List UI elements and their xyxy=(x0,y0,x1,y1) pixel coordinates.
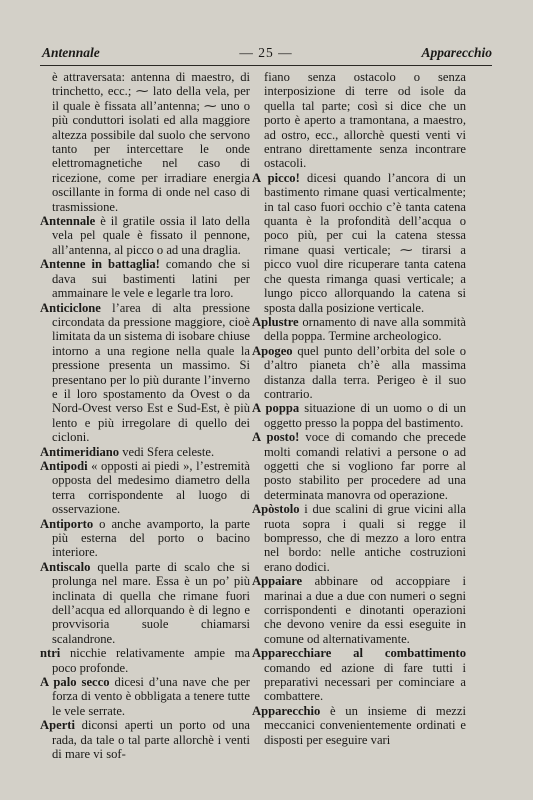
dictionary-entry: Anticiclone l’area di alta pressione circondata da pressione maggiore, cioè limitata da un sistema di isobare chiuse intorno a una regione nella quale la pressione presenta un massimo. Si presentano per lo più durante l’inverno e il loro spostamento da Ovest o da Nord-Ovest verso Est e Sud-Est, è più lento e più irregolare di quello dei cicloni. xyxy=(40,300,250,445)
dictionary-entry: Apòstolo i due scalini di grue vicini alla ruota sopra i quali si regge il bompresso, che di mezzo a loro entra nel bordo: nelle antiche costruzioni erano dodici. xyxy=(252,502,466,574)
dictionary-entry: Antenne in battaglia! comando che si dava sui bastimenti latini per ammainare le vele e legarle tra loro. xyxy=(40,257,250,301)
dictionary-entry: A picco! dicesi quando l’ancora di un bastimento rimane quasi verticalmente; in tal caso fuori occhio c’è tanta catena quanta è la profondità dell’acqua o poco più, per cui la catena stessa rimane quasi verticale; ⁓ tirarsi a picco vuol dire ricuperare tanta catena che questa rimanga quasi verticale; a lungo picco allorquando la catena si sposta dalla posizione verticale. xyxy=(252,170,466,315)
header-left-word: Antennale xyxy=(42,45,100,60)
dictionary-entry: Aplustre ornamento di nave alla sommità della poppa. Termine archeologico. xyxy=(252,314,466,344)
running-header xyxy=(40,45,492,65)
dictionary-entry: Appaiare abbinare od accoppiare i marinai a due a due con numeri o segni corrispondenti e dinotanti operazioni che devono venire da essi eseguite in comune od alternativamente. xyxy=(252,574,466,646)
left-column xyxy=(40,70,250,762)
dictionary-entry: Apogeo quel punto dell’orbita del sole o d’altro pianeta ch’è alla massima distanza dalla terra. Perigeo è il suo contrario. xyxy=(252,343,466,401)
dictionary-entry: fiano senza ostacolo o senza interposizione di terre od isole da quella tal parte; così si dice che un porto è aperto a tramontana, a maestro, ad ostro, ecc., allorchè questi venti vi entrano direttamente senza incontrare ostacoli. xyxy=(264,70,466,171)
page-number: — 25 — xyxy=(239,45,293,60)
dictionary-entry: è attraversata: antenna di maestro, di trinchetto, ecc.; ⁓ lato della vela, per il quale è fissata all’antenna; ⁓ uno o più conduttori isolati ed alla maggiore altezza possibile dal suolo che servono tanto per intercettare le onde elettromagnetiche nel caso di ricezione, come per irradiare energia oscillante in forma di onde nel caso di trasmissione. xyxy=(52,70,250,214)
dictionary-entry: A posto! voce di comando che precede molti comandi relativi a persone o ad oggetti che si vogliono far porre al posto stabilito per procedere ad una determinata manovra od operazione. xyxy=(252,430,466,502)
header-right-word: Apparecchio xyxy=(421,45,492,60)
dictionary-entry: A poppa situazione di un uomo o di un oggetto presso la poppa del bastimento. xyxy=(252,401,467,430)
right-column xyxy=(252,70,466,747)
dictionary-entry: Antipodi « opposti ai piedi », l’estremità opposta del medesimo diametro della terra corrispondente al luogo di osservazione. xyxy=(40,458,250,517)
header-rule xyxy=(40,65,492,66)
dictionary-entry: Apparecchio è un insieme di mezzi meccanici convenientemente ordinati e disposti per eseguire vari xyxy=(252,703,466,747)
dictionary-entry: Aperti diconsi aperti un porto od una rada, da tale o tal parte allorchè i venti di mare vi sof- xyxy=(40,718,250,762)
dictionary-entry: Antennale è il gratile ossia il lato della vela pel quale è fissato il pennone, all’antenna, al picco o ad una draglia. xyxy=(40,214,250,257)
dictionary-entry: ntri nicchie relativamente ampie ma poco profonde. xyxy=(40,646,250,675)
dictionary-entry: Antiscalo quella parte di scalo che si prolunga nel mare. Essa è un po’ più inclinata di quella che rimane fuori dell’acqua ed allorquando è di legno e provvisoria suole chiamarsi scalandrone. xyxy=(40,559,250,646)
dictionary-entry: Apparecchiare al combattimento comando ed azione di fare tutti i preparativi necessari per cominciare a combattere. xyxy=(252,646,466,704)
dictionary-entry: Antiporto o anche avamporto, la parte più esterna del porto o bacino interiore. xyxy=(40,516,250,560)
dictionary-entry: A palo secco dicesi d’una nave che per forza di vento è obbligata a tenere tutte le vele serrate. xyxy=(40,675,251,718)
dictionary-entry: Antimeridiano vedi Sfera celeste. xyxy=(40,444,215,459)
